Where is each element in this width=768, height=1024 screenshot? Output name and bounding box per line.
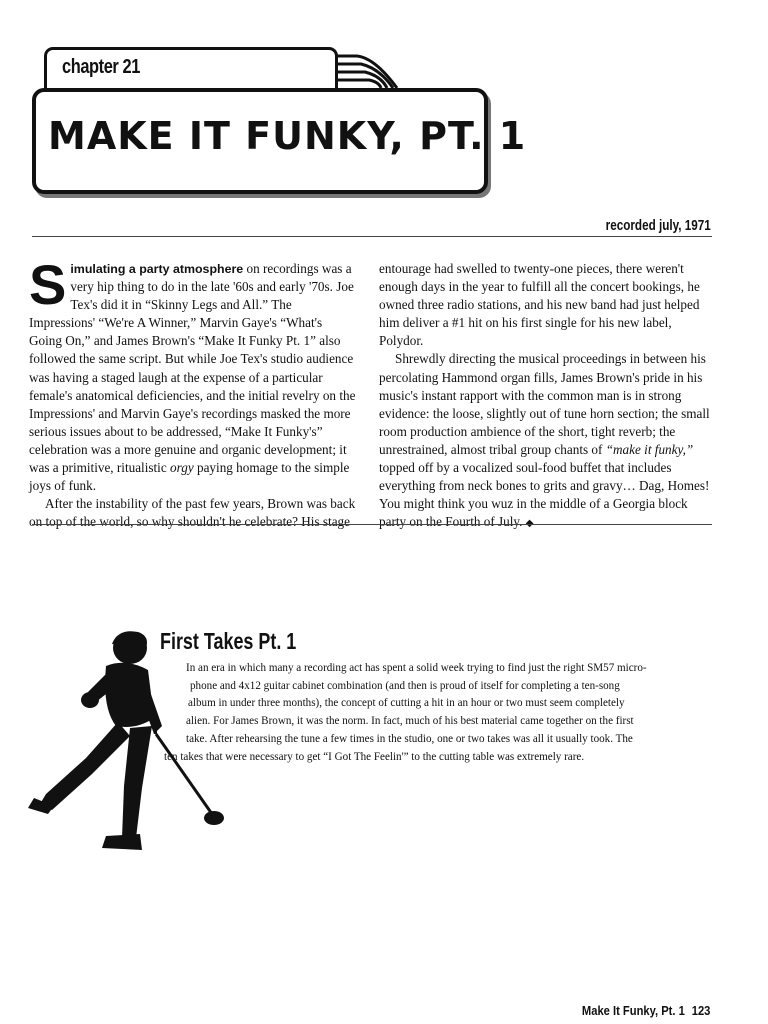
drop-cap: S [29, 253, 67, 316]
sidebar-line: ten takes that were necessary to get “I Got The Feelin'” to the cutting table was extremely rare. [164, 750, 585, 763]
sidebar-heading: First Takes Pt. 1 [160, 628, 297, 654]
sidebar-line: take. After rehearsing the tune a few times in the studio, one or two takes was all it usually took. The [186, 732, 633, 745]
paragraph-text: Shrewdly directing the musical proceedings in between his percolating Hammond organ fills, James Brown's pride in his music's instant rapport with the common man is in strong evidence: the loose, slightly out of tune horn section; the small room production ambience of the short, tight reverb; the unrestrained, almost tribal group chants of [379, 351, 710, 457]
lead-in: imulating a party atmosphere [70, 262, 244, 276]
running-title: Make It Funky, Pt. 1 [581, 1003, 685, 1018]
paragraph-text: paying homage to the simple joys of funk. [29, 460, 350, 494]
article-paragraph-3: entourage had swelled to twenty-one pieces, there weren't enough days in the year to fulfill all the concert bookings, he owned three radio stations, and his new band had just helped him deliver a #1 hit on his first single for his new label, Polydor. [379, 261, 700, 349]
article-paragraph-1 [29, 253, 357, 495]
sidebar-line: album in under three months), the concept of cutting a hit in an hour or two must seem completely [188, 697, 625, 710]
emphasis-text: “make it funky,” [605, 441, 694, 457]
article-paragraph-2: After the instability of the past few years, Brown was back on top of the world, so why shouldn't he celebrate? His stage [29, 496, 356, 530]
sidebar-line: phone and 4x12 guitar cabinet combination (and then is proud of itself for completing a ten-song [190, 679, 620, 692]
chapter-label: chapter 21 [62, 56, 140, 78]
page-footer [582, 1003, 710, 1018]
end-mark-icon: ◆ [525, 518, 534, 530]
sidebar-text [164, 660, 658, 766]
header-rule [32, 236, 712, 237]
recorded-date: recorded july, 1971 [605, 217, 711, 234]
article-paragraph-4 [379, 350, 712, 533]
sidebar-line: alien. For James Brown, it was the norm. In fact, much of his best material came together on the first [186, 715, 634, 728]
sidebar-line: In an era in which many a recording act has spent a solid week trying to find just the right SM57 micro- [186, 662, 647, 674]
article-left-column [29, 253, 357, 531]
page-number: 123 [691, 1003, 710, 1018]
chapter-title: MAKE IT FUNKY, PT. 1 [48, 114, 527, 158]
paragraph-text: on recordings was a very hip thing to do in the late '60s and early '70s. Joe Tex's did it in “Skinny Legs and All.” The Impressions' “We're A Winner,” Marvin Gaye's “What's Going On,” and James Brown's “Make It Funky Pt. 1” also followed the same script. But while Joe Tex's studio audience was having a staged laugh at the expense of a particular female's anatomical deficiencies, and the initial revelry on the Impressions' and Marvin Gaye's recordings masked the more serious issues about to be addressed, “Make It Funky's” celebration was a more genuine and organic development; it was a primitive, ritualistic [29, 261, 356, 476]
emphasis-text: orgy [170, 460, 194, 476]
article-bottom-rule [32, 524, 712, 525]
paragraph-text: topped off by a vocalized soul-food buffet that includes everything from neck bones to grits and gravy… Dag, Homes! You might think you wuz in the middle of a Georgia block party on the Fourth of July. [379, 460, 710, 530]
article-right-column [379, 260, 712, 533]
